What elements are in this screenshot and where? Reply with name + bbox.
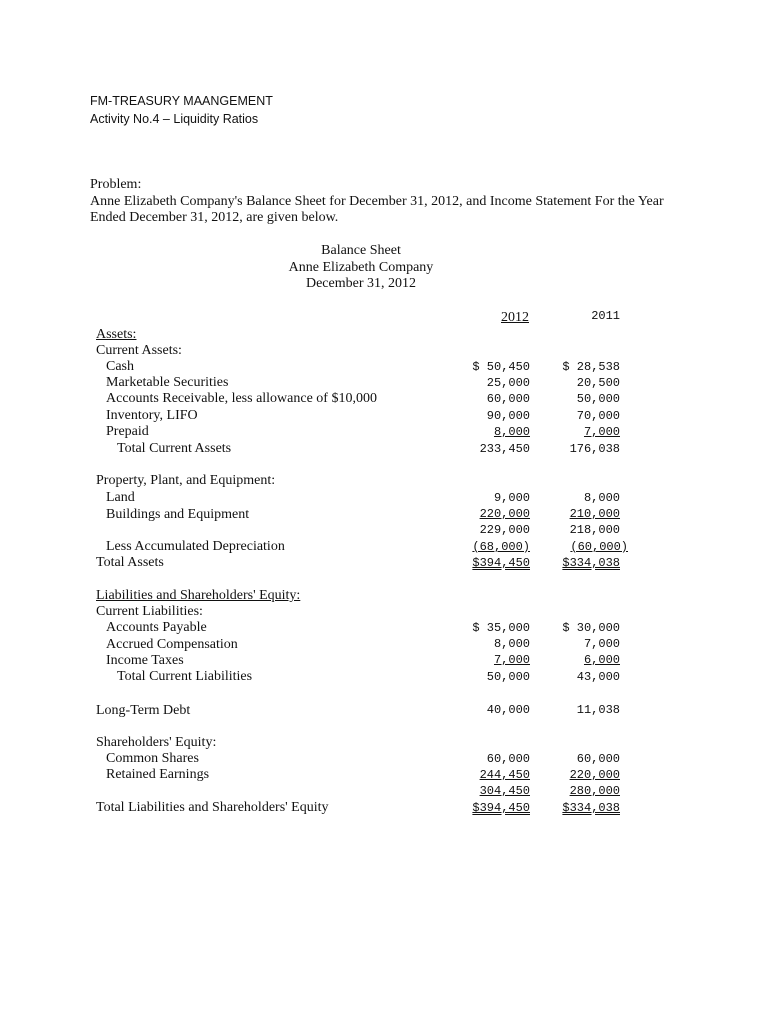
total-assets-2011: $334,038 — [562, 556, 620, 570]
assets-heading: Assets: — [96, 327, 137, 342]
buildings-label: Buildings and Equipment — [106, 507, 250, 522]
accrued-label: Accrued Compensation — [106, 637, 238, 652]
taxes-2012: 7,000 — [493, 653, 530, 667]
cash-label: Cash — [106, 359, 134, 374]
land-2012: 9,000 — [493, 491, 530, 505]
common-label: Common Shares — [106, 751, 199, 766]
statement-date: December 31, 2012 — [305, 276, 417, 291]
marketable-2012: 25,000 — [486, 376, 530, 390]
current-liabilities-heading: Current Liabilities: — [96, 604, 203, 619]
receivable-2011: 50,000 — [576, 392, 620, 406]
common-2011: 60,000 — [576, 752, 620, 766]
ppe-heading: Property, Plant, and Equipment: — [96, 473, 276, 488]
inventory-2011: 70,000 — [576, 409, 620, 423]
accrued-2012: 8,000 — [493, 637, 530, 651]
total-current-liabilities-2011: 43,000 — [576, 670, 620, 684]
retained-label: Retained Earnings — [106, 767, 210, 782]
depreciation-2012: (68,000) — [472, 540, 530, 554]
buildings-2011: 210,000 — [569, 507, 620, 521]
activity-title: Activity No.4 – Liquidity Ratios — [90, 112, 259, 126]
problem-label: Problem: — [90, 177, 142, 192]
prepaid-label: Prepaid — [106, 424, 149, 439]
prepaid-2012: 8,000 — [493, 425, 530, 439]
cash-2011: $ 28,538 — [562, 360, 620, 374]
longterm-2011: 11,038 — [576, 703, 620, 717]
total-current-assets-2011: 176,038 — [569, 442, 620, 456]
receivable-2012: 60,000 — [486, 392, 530, 406]
total-current-liabilities-label: Total Current Liabilities — [117, 669, 253, 684]
total-liabilities-equity-label: Total Liabilities and Shareholders' Equity — [96, 800, 329, 815]
cash-2012: $ 50,450 — [472, 360, 530, 374]
liabilities-heading: Liabilities and Shareholders' Equity: — [96, 588, 301, 603]
statement-company: Anne Elizabeth Company — [288, 260, 434, 275]
total-assets-2012: $394,450 — [472, 556, 530, 570]
taxes-2011: 6,000 — [583, 653, 620, 667]
total-liabilities-equity-2012: $394,450 — [472, 801, 530, 815]
problem-line-1: Anne Elizabeth Company's Balance Sheet for December 31, 2012, and Income Statement For the Year — [90, 194, 664, 209]
current-assets-heading: Current Assets: — [96, 343, 182, 358]
payable-2011: $ 30,000 — [562, 621, 620, 635]
problem-line-2: Ended December 31, 2012, are given below. — [90, 210, 339, 225]
buildings-2012: 220,000 — [479, 507, 530, 521]
total-liabilities-equity-2011: $334,038 — [562, 801, 620, 815]
total-current-assets-2012: 233,450 — [479, 442, 530, 456]
longterm-2012: 40,000 — [486, 703, 530, 717]
accrued-2011: 7,000 — [583, 637, 620, 651]
longterm-label: Long-Term Debt — [96, 703, 191, 718]
total-assets-label: Total Assets — [96, 555, 164, 570]
ppe-subtotal-2012: 229,000 — [479, 523, 530, 537]
taxes-label: Income Taxes — [106, 653, 184, 668]
course-title: FM-TREASURY MAANGEMENT — [90, 94, 273, 108]
land-2011: 8,000 — [583, 491, 620, 505]
equity-subtotal-2012: 304,450 — [479, 784, 530, 798]
marketable-2011: 20,500 — [576, 376, 620, 390]
ppe-subtotal-2011: 218,000 — [569, 523, 620, 537]
land-label: Land — [106, 490, 135, 505]
retained-2012: 244,450 — [479, 768, 530, 782]
receivable-label: Accounts Receivable, less allowance of $10,000 — [106, 391, 377, 406]
marketable-label: Marketable Securities — [106, 375, 229, 390]
total-current-assets-label: Total Current Assets — [117, 441, 232, 456]
payable-label: Accounts Payable — [106, 620, 207, 635]
year-2012-header: 2012 — [501, 310, 529, 325]
depreciation-label: Less Accumulated Depreciation — [106, 539, 285, 554]
inventory-2012: 90,000 — [486, 409, 530, 423]
equity-subtotal-2011: 280,000 — [569, 784, 620, 798]
depreciation-2011: (60,000) — [570, 540, 628, 554]
inventory-label: Inventory, LIFO — [106, 408, 198, 423]
equity-heading: Shareholders' Equity: — [96, 735, 217, 750]
statement-title: Balance Sheet — [321, 243, 401, 258]
prepaid-2011: 7,000 — [583, 425, 620, 439]
retained-2011: 220,000 — [569, 768, 620, 782]
payable-2012: $ 35,000 — [472, 621, 530, 635]
year-2011-header: 2011 — [591, 309, 620, 323]
common-2012: 60,000 — [486, 752, 530, 766]
total-current-liabilities-2012: 50,000 — [486, 670, 530, 684]
